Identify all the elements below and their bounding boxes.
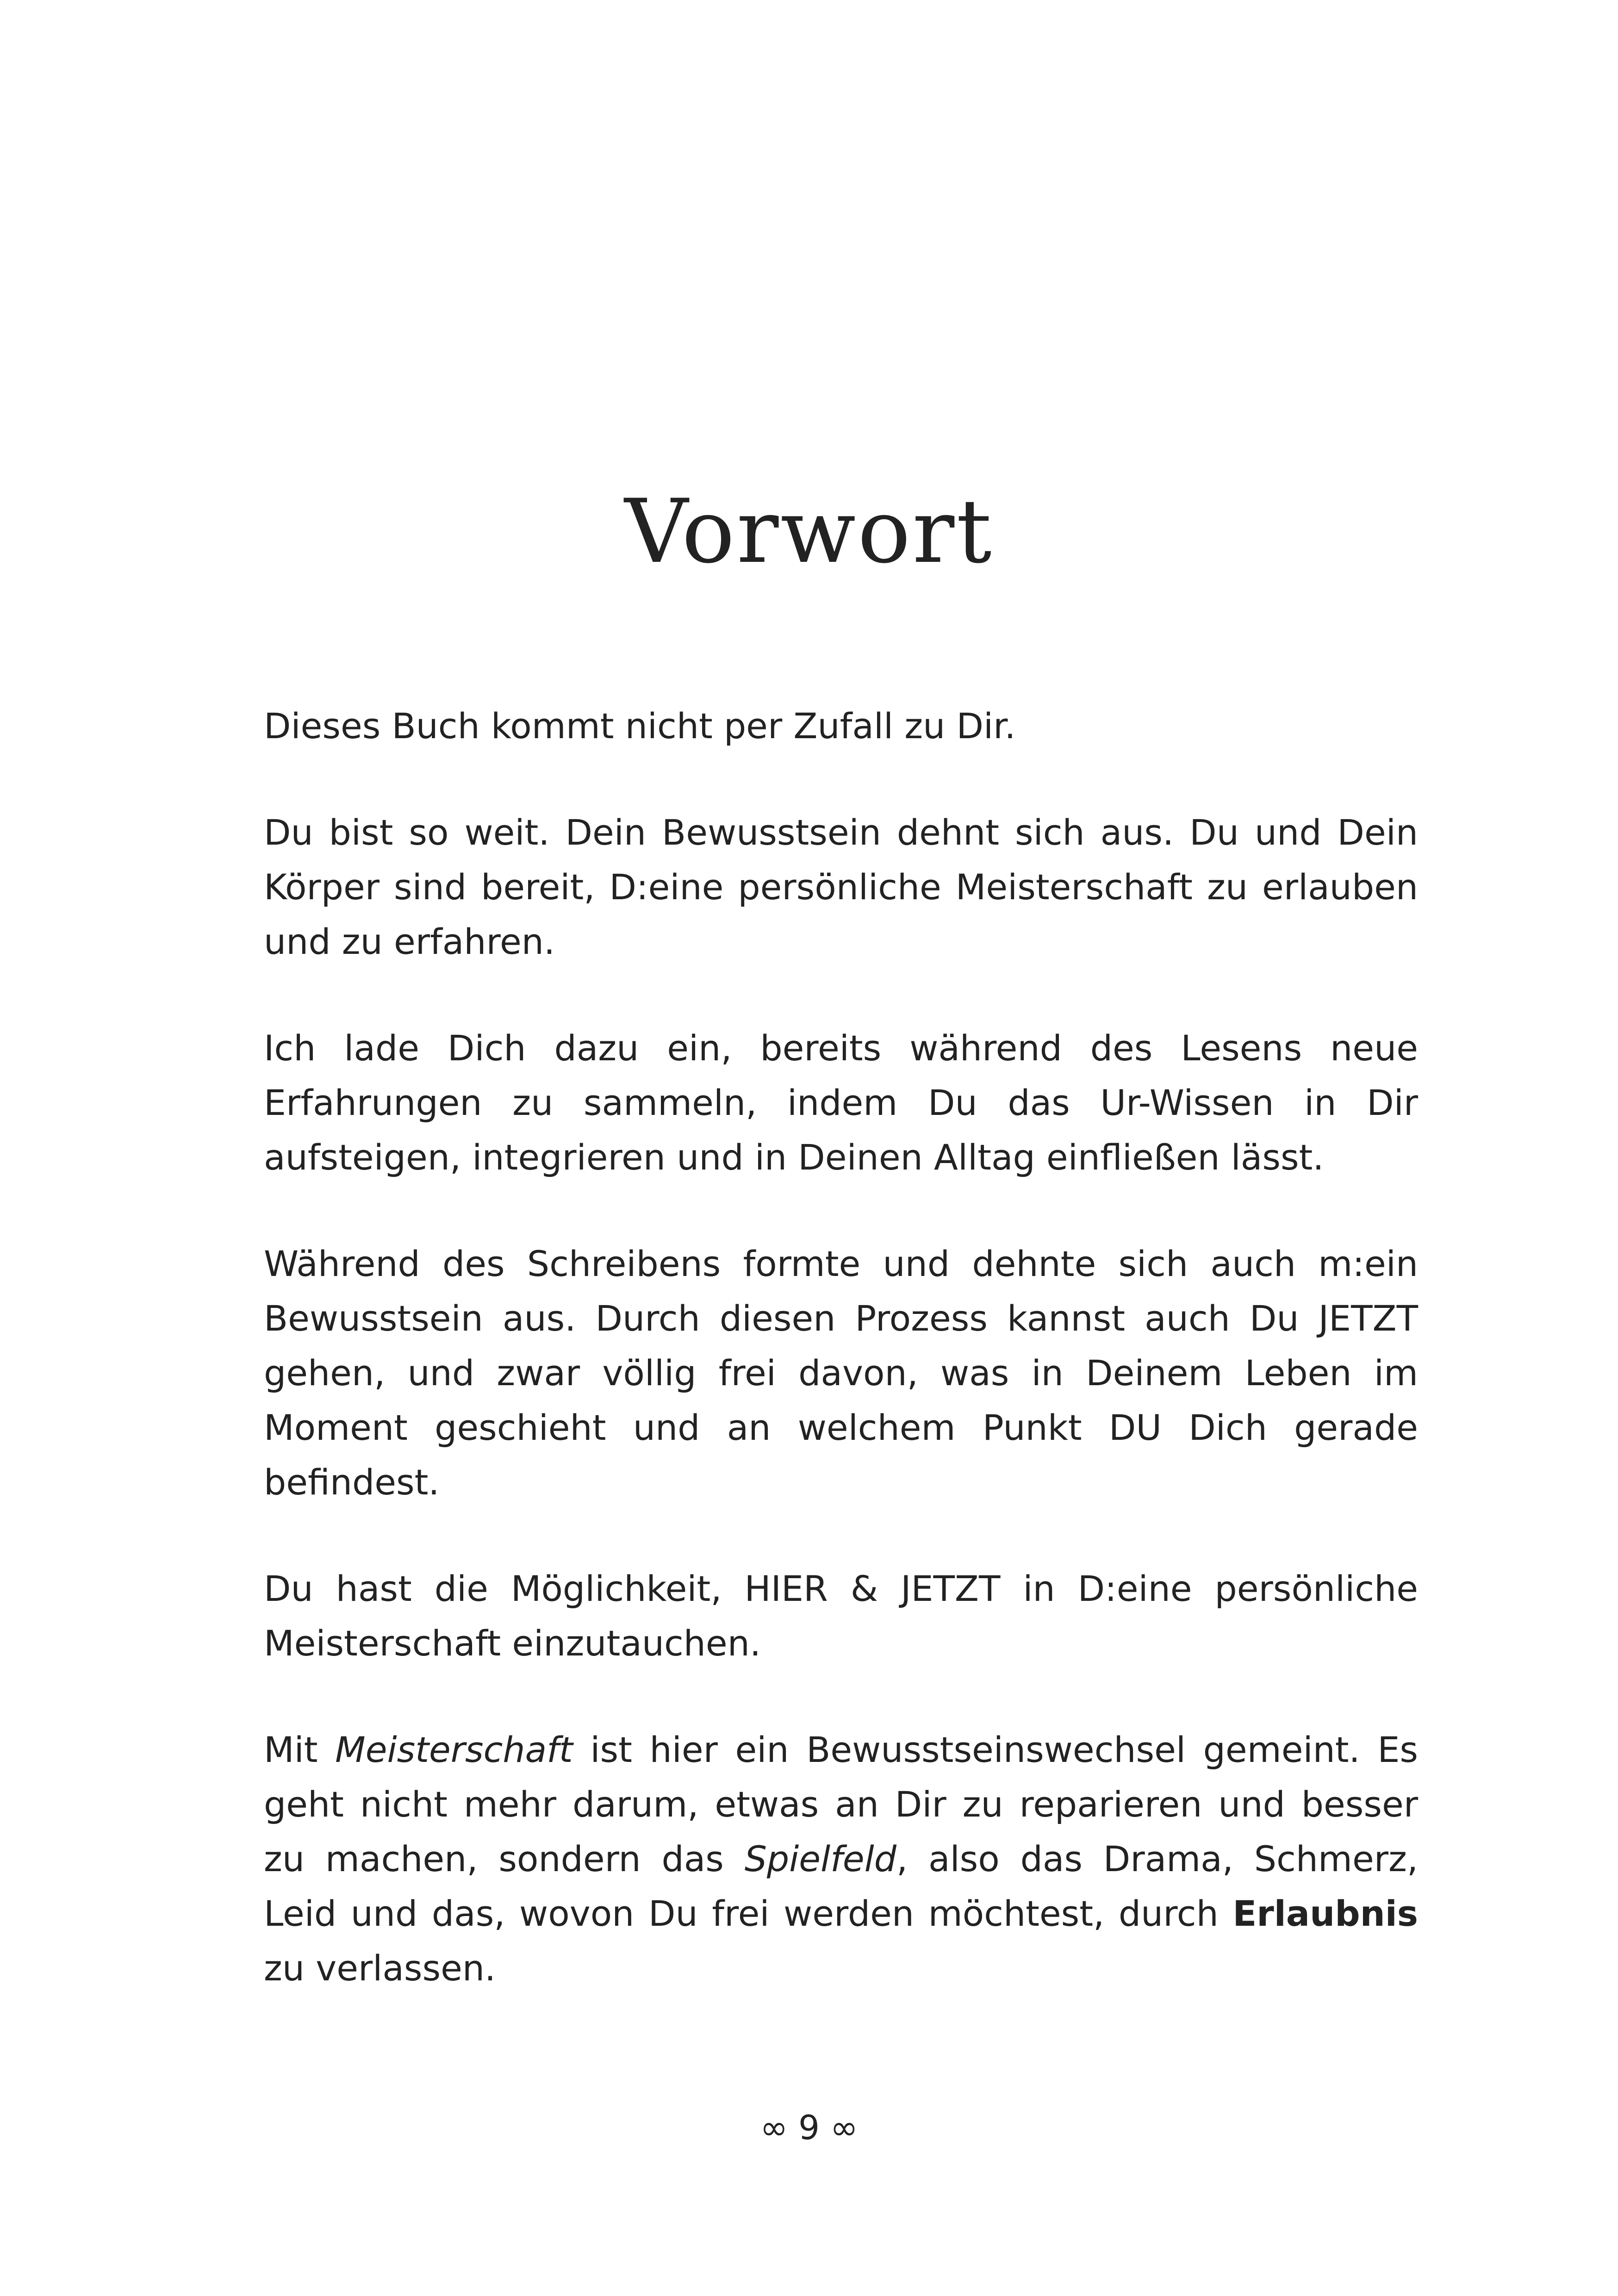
body-text <box>264 699 1418 1996</box>
paragraph-6 <box>264 1723 1418 1996</box>
paragraph-3: Ich lade Dich dazu ein, bereits während des Lesens neue Erfahrungen zu sammeln, indem Du das Ur-Wissen in Dir aufsteigen, integrieren und in Deinen Alltag einfließen lässt. <box>264 1027 1418 1178</box>
paragraph-2: Du bist so weit. Dein Bewusstsein dehnt sich aus. Du und Dein Körper sind bereit, D:eine persönliche Meisterschaft zu erlauben und zu erfahren. <box>264 812 1418 962</box>
paragraph-4: Während des Schreibens formte und dehnte sich auch m:ein Bewusstsein aus. Durch diesen Prozess kannst auch Du JETZT gehen, und zwar völlig frei davon, was in Deinem Leben im Moment geschieht und an welchem Punkt DU Dich gerade befindest. <box>264 1243 1418 1503</box>
paragraph-6-text-1: Mit <box>264 1729 336 1770</box>
paragraph-6-text-4: zu verlassen. <box>264 1948 496 1989</box>
emphasis-meisterschaft: Meisterschaft <box>335 1729 573 1770</box>
paragraph-5: Du hast die Möglichkeit, HIER & JETZT in D:eine persönliche Meisterschaft einzutauchen. <box>264 1568 1418 1664</box>
chapter-title: Vorwort <box>624 480 994 583</box>
paragraph-6-text-2: ist hier ein Bewusstseinswechsel gemeint. Es geht nicht mehr darum, etwas an Dir zu reparieren und besser zu machen, sondern das <box>264 1729 1419 1879</box>
strong-erlaubnis: Erlaubnis <box>1232 1893 1418 1934</box>
paragraph-6-text-3: , also das Drama, Schmerz, Leid und das, wovon Du frei werden möchtest, durch <box>264 1838 1418 1934</box>
paragraph-1: Dieses Buch kommt nicht per Zufall zu Dir. <box>264 705 1016 747</box>
page-number: ∞ 9 ∞ <box>760 2108 858 2147</box>
emphasis-spielfeld: Spielfeld <box>744 1838 897 1879</box>
